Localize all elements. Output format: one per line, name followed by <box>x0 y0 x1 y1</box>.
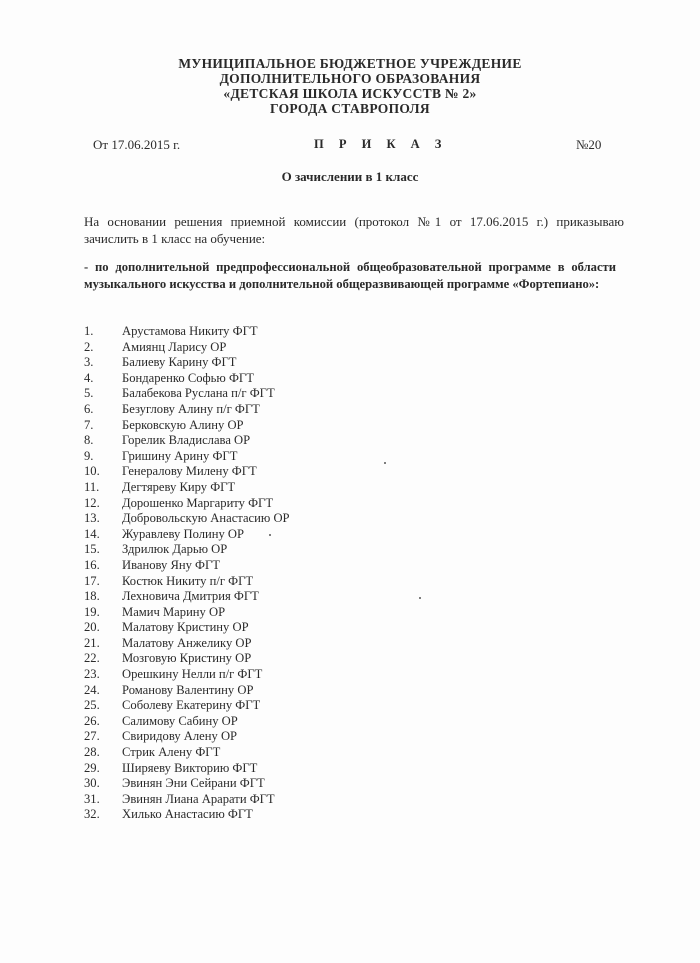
list-item-name: Эвинян Эни Сейрани ФГТ <box>122 776 265 791</box>
list-item-number: 32. <box>84 807 100 822</box>
header-line-1: МУНИЦИПАЛЬНОЕ БЮДЖЕТНОЕ УЧРЕЖДЕНИЕ <box>178 56 522 71</box>
list-item-name: Иванову Яну ФГТ <box>122 557 220 572</box>
list-item-name: Романову Валентину ОР <box>122 682 254 697</box>
list-item-name: Эвинян Лиана Арарати ФГТ <box>122 791 275 806</box>
list-item-number: 31. <box>84 791 100 806</box>
list-item <box>84 605 290 621</box>
list-item <box>84 511 290 527</box>
intro-paragraph: На основании решения приемной комиссии (протокол №1 от 17.06.2015 г.) приказываю зачислить в 1 класс на обучение: <box>84 214 624 246</box>
list-item-number: 16. <box>84 557 100 572</box>
list-item-number: 17. <box>84 573 100 588</box>
list-item-name: Малатову Анжелику ОР <box>122 635 252 650</box>
order-date: От 17.06.2015 г. <box>93 137 181 152</box>
list-item <box>84 371 290 387</box>
list-item-number: 20. <box>84 620 100 635</box>
list-item-number: 22. <box>84 651 100 666</box>
list-item-name: Арустамова Никиту ФГТ <box>122 324 258 338</box>
order-number: №20 <box>576 137 602 152</box>
list-item <box>84 792 290 808</box>
list-item-name: Мамич Марину ОР <box>122 604 226 619</box>
list-item-number: 9. <box>84 448 94 463</box>
order-title: П Р И К А З <box>314 137 448 151</box>
list-item-number: 18. <box>84 589 100 604</box>
order-meta-row <box>0 137 700 153</box>
list-item-name: Журавлеву Полину ОР <box>122 526 245 541</box>
list-item <box>84 683 290 699</box>
list-item-number: 13. <box>84 511 100 526</box>
list-item-number: 2. <box>84 339 94 354</box>
list-item-name: Малатову Кристину ОР <box>122 620 249 635</box>
list-item-number: 24. <box>84 682 100 697</box>
list-item-number: 10. <box>84 464 100 479</box>
list-item <box>84 776 290 792</box>
list-item-name: Мозговую Кристину ОР <box>122 651 252 666</box>
list-item-name: Бондаренко Софью ФГТ <box>122 370 254 385</box>
list-item-name: Амиянц Ларису ОР <box>122 339 227 354</box>
list-item-number: 12. <box>84 495 100 510</box>
list-item-number: 23. <box>84 667 100 682</box>
list-item-number: 27. <box>84 729 100 744</box>
list-item-name: Соболеву Екатерину ФГТ <box>122 698 261 713</box>
list-item-number: 4. <box>84 370 94 385</box>
list-item <box>84 324 290 340</box>
list-item-name: Генералову Милену ФГТ <box>122 464 257 479</box>
list-item-number: 5. <box>84 386 94 401</box>
list-item-name: Берковскую Алину ОР <box>122 417 244 432</box>
list-item-number: 29. <box>84 760 100 775</box>
list-item <box>84 745 290 761</box>
list-item <box>84 542 290 558</box>
order-subject: О зачислении в 1 класс <box>281 169 419 184</box>
list-item <box>84 449 290 465</box>
list-item-name: Дегтяреву Киру ФГТ <box>122 479 236 494</box>
list-item <box>84 433 290 449</box>
list-item-name: Хилько Анастасию ФГТ <box>122 807 253 822</box>
list-item <box>84 698 290 714</box>
list-item-number: 25. <box>84 698 100 713</box>
list-item-number: 30. <box>84 776 100 791</box>
list-item-number: 19. <box>84 604 100 619</box>
list-item-number: 15. <box>84 542 100 557</box>
list-item <box>84 496 290 512</box>
institution-header <box>0 56 700 116</box>
list-item <box>84 480 290 496</box>
list-item-name: Костюк Никиту п/г ФГТ <box>122 573 254 588</box>
list-item-name: Балиеву Карину ФГТ <box>122 355 237 370</box>
list-item-name: Ширяеву Викторию ФГТ <box>122 760 258 775</box>
list-item-name: Лехновича Дмитрия ФГТ <box>122 589 259 604</box>
list-item-number: 7. <box>84 417 94 432</box>
list-item <box>84 355 290 371</box>
list-item-number: 14. <box>84 526 100 541</box>
list-item <box>84 418 290 434</box>
list-item-name: Горелик Владислава ОР <box>122 433 251 448</box>
header-line-4: ГОРОДА СТАВРОПОЛЯ <box>270 101 430 116</box>
list-item <box>84 574 290 590</box>
list-item <box>84 340 290 356</box>
program-paragraph: - по дополнительной предпрофессиональной общеобразовательной программе в области музыкального искусства и дополнительной общеразвивающей программе «Фортепиано»: <box>84 260 616 291</box>
scan-speck <box>269 534 271 536</box>
list-item-name: Гришину Арину ФГТ <box>122 448 238 463</box>
list-item <box>84 558 290 574</box>
list-item-number: 11. <box>84 479 100 494</box>
list-item <box>84 636 290 652</box>
list-item-number: 8. <box>84 433 94 448</box>
list-item-name: Здрилюк Дарью ОР <box>122 542 228 557</box>
list-item-number: 21. <box>84 635 100 650</box>
list-item-number: 3. <box>84 355 94 370</box>
list-item <box>84 402 290 418</box>
list-item-name: Безуглову Алину п/г ФГТ <box>122 401 260 416</box>
list-item <box>84 527 290 543</box>
list-item-name: Добровольскую Анастасию ОР <box>122 511 290 526</box>
list-item-name: Салимову Сабину ОР <box>122 713 238 728</box>
list-item-number: 1. <box>84 324 94 338</box>
header-line-2: ДОПОЛНИТЕЛЬНОГО ОБРАЗОВАНИЯ <box>219 71 481 86</box>
list-item <box>84 464 290 480</box>
header-line-3: «ДЕТСКАЯ ШКОЛА ИСКУССТВ № 2» <box>223 86 477 101</box>
list-item <box>84 667 290 683</box>
list-item-number: 28. <box>84 745 100 760</box>
list-item <box>84 807 290 823</box>
list-item-number: 6. <box>84 401 94 416</box>
list-item-name: Стрик Алену ФГТ <box>122 745 221 760</box>
scan-speck <box>384 462 386 464</box>
student-list <box>84 324 290 823</box>
list-item <box>84 589 290 605</box>
list-item-name: Орешкину Нелли п/г ФГТ <box>122 667 263 682</box>
scan-speck <box>419 597 421 599</box>
list-item-name: Дорошенко Маргариту ФГТ <box>122 495 274 510</box>
list-item <box>84 714 290 730</box>
list-item <box>84 729 290 745</box>
list-item <box>84 620 290 636</box>
list-item <box>84 386 290 402</box>
list-item-name: Свиридову Алену ОР <box>122 729 238 744</box>
list-item-name: Балабекова Руслана п/г ФГТ <box>122 386 275 401</box>
list-item <box>84 651 290 667</box>
list-item-number: 26. <box>84 713 100 728</box>
list-item <box>84 761 290 777</box>
